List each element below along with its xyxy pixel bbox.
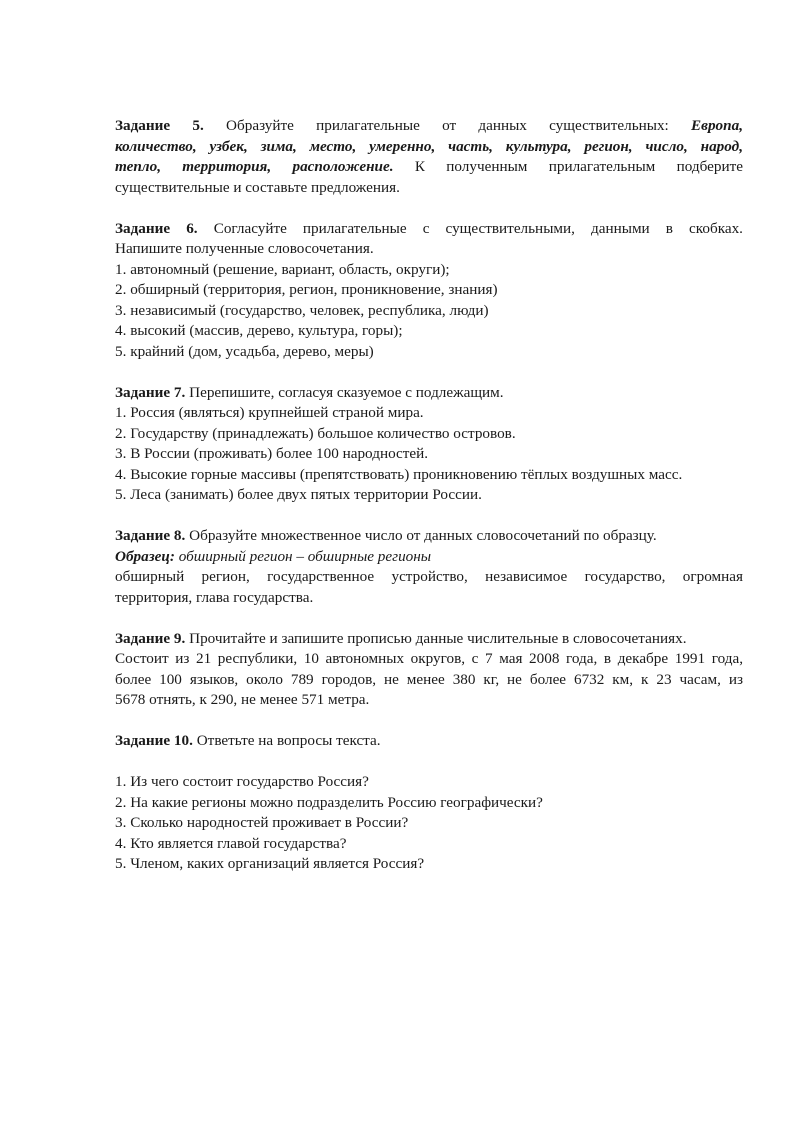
- task-8: [115, 526, 743, 608]
- task-8-label: Задание 8.: [115, 527, 186, 544]
- task-10-item: 2. На какие регионы можно подразделить Россию географически?: [115, 793, 543, 811]
- task-5-line-3: тепло, территория, расположение. К полученным прилагательным подберите: [115, 158, 743, 175]
- task-7-label: Задание 7.: [115, 383, 186, 401]
- task-10-spacer: [115, 752, 743, 773]
- task-10-item: 4. Кто является главой государства?: [115, 834, 347, 852]
- task-5-line-2: количество, узбек, зима, место, умеренно, часть, культура, регион, число, народ,: [115, 137, 743, 155]
- task-7-intro: Задание 7. Перепишите, согласуя сказуемое с подлежащим.: [115, 383, 504, 401]
- task-5: [115, 116, 743, 198]
- task-9-body-line-2: более 100 языков, около 789 городов, не менее 380 кг, не более 6732 км, к 23 часам, из: [115, 670, 743, 688]
- task-7: [115, 383, 743, 506]
- task-5-label: Задание 5.: [115, 117, 204, 134]
- task-9-body-line-1: Состоит из 21 республики, 10 автономных округов, с 7 мая 2008 года, в декабре 1991 года,: [115, 650, 743, 667]
- task-6-intro-line-1: Задание 6. Согласуйте прилагательные с существительными, данными в скобках.: [115, 219, 743, 237]
- task-9-body-line-3: 5678 отнять, к 290, не менее 571 метра.: [115, 691, 370, 708]
- task-8-body-line-2: территория, глава государства.: [115, 588, 314, 606]
- task-5-line-4: существительные и составьте предложения.: [115, 178, 400, 196]
- task-6-label: Задание 6.: [115, 219, 198, 237]
- task-10-item: 3. Сколько народностей проживает в России?: [115, 814, 409, 831]
- task-10-intro: Задание 10. Ответьте на вопросы текста.: [115, 732, 381, 749]
- task-6-item: 5. крайний (дом, усадьба, дерево, меры): [115, 342, 374, 360]
- task-6: [115, 219, 743, 363]
- task-10-item: 5. Членом, каких организаций является Россия?: [115, 855, 425, 872]
- task-6-item: 1. автономный (решение, вариант, область, округи);: [115, 260, 450, 278]
- task-10-item: 1. Из чего состоит государство Россия?: [115, 773, 369, 790]
- task-9: [115, 629, 743, 711]
- task-6-item: 4. высокий (массив, дерево, культура, горы);: [115, 322, 403, 339]
- task-7-item: 4. Высокие горные массивы (препятствовать) проникновению тёплых воздушных масс.: [115, 465, 683, 483]
- task-6-item: 2. обширный (территория, регион, проникновение, знания): [115, 281, 498, 298]
- task-9-intro: Задание 9. Прочитайте и запишите прописью данные числительные в словосочетаниях.: [115, 629, 687, 647]
- task-6-item: 3. независимый (государство, человек, республика, люди): [115, 301, 489, 319]
- task-8-sample-label: Образец:: [115, 547, 175, 565]
- task-10: [115, 731, 743, 875]
- task-6-intro-line-2: Напишите полученные словосочетания.: [115, 240, 374, 257]
- task-8-intro: Задание 8. Образуйте множественное число от данных словосочетаний по образцу.: [115, 527, 657, 544]
- task-8-sample: Образец: обширный регион – обширные регионы: [115, 547, 432, 565]
- task-9-label: Задание 9.: [115, 629, 186, 647]
- task-7-item: 2. Государству (принадлежать) большое количество островов.: [115, 424, 516, 442]
- task-7-item: 5. Леса (занимать) более двух пятых территории России.: [115, 486, 482, 503]
- task-7-item: 3. В России (проживать) более 100 народностей.: [115, 445, 429, 462]
- task-10-label: Задание 10.: [115, 732, 193, 749]
- task-5-line-1: Задание 5. Образуйте прилагательные от данных существительных: Европа,: [115, 117, 743, 134]
- task-8-body-line-1: обширный регион, государственное устройство, независимое государство, огромная: [115, 568, 743, 585]
- task-7-item: 1. Россия (являться) крупнейшей страной мира.: [115, 404, 424, 421]
